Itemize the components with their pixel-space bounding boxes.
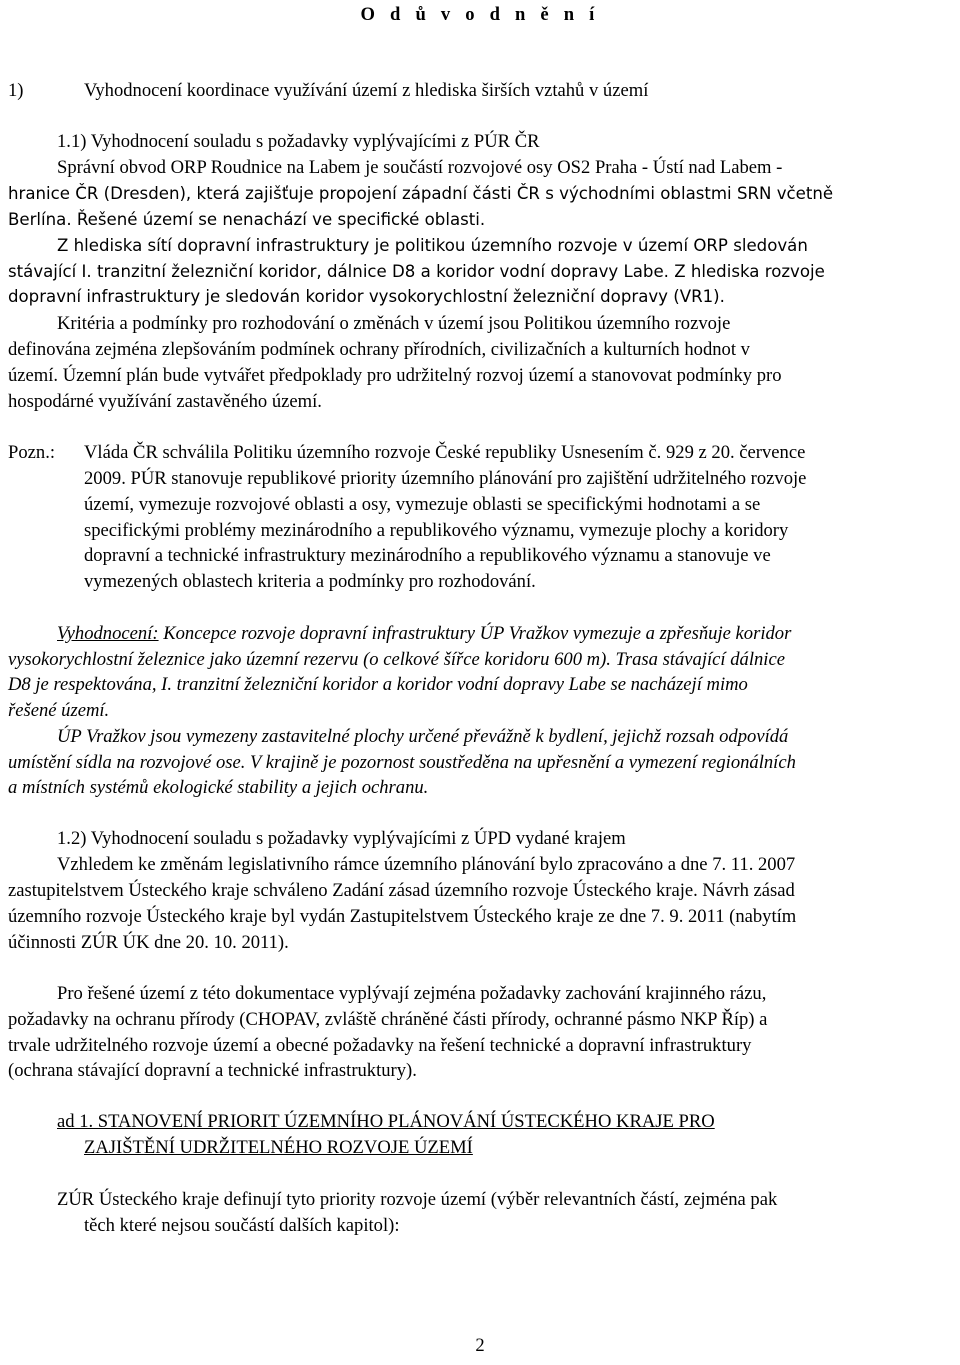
subsection-title: 1.2) Vyhodnocení souladu s požadavky vyplývajícími z ÚPD vydané krajem [57, 828, 626, 849]
note-line: vymezených oblastech kriteria a podmínky pro rozhodování. [84, 571, 536, 592]
text-line: účinnosti ZÚR ÚK dne 20. 10. 2011). [8, 932, 289, 953]
note-line: Vláda ČR schválila Politiku územního rozvoje České republiky Usnesením č. 929 z 20. července [84, 442, 806, 463]
evaluation-line: vysokorychlostní železnice jako územní rezervu (o celkové šířce koridoru 600 m). Trasa stávající dálnice [8, 649, 785, 670]
page-number: 2 [475, 1335, 485, 1356]
note-line: území, vymezuje rozvojové oblasti a osy, vymezuje oblasti se specifickými hodnotami a se [84, 494, 761, 515]
text-line: těch které nejsou součástí dalších kapitol): [84, 1215, 400, 1236]
text-line: požadavky na ochranu přírody (CHOPAV, zvláště chráněné části přírody, ochranné pásmo NKP Říp) a [8, 1009, 768, 1030]
text-line: Vzhledem ke změnám legislativního rámce územního plánování bylo zpracováno a dne 7. 11. 2007 [57, 854, 796, 875]
evaluation-line: D8 je respektována, I. tranzitní železniční koridor a koridor vodní dopravy Labe se nacházejí mimo [8, 674, 748, 695]
text-line: Správní obvod ORP Roudnice na Labem je součástí rozvojové osy OS2 Praha - Ústí nad Labem - [57, 157, 783, 178]
text-line: (ochrana stávající dopravní a technické infrastruktury). [8, 1060, 417, 1081]
note-label: Pozn.: [8, 442, 56, 463]
text-line: ZÚR Ústeckého kraje definují tyto priority rozvoje území (výběr relevantních částí, zejména pak [57, 1189, 778, 1210]
text-line: Berlína. Řešené území se nenachází ve specifické oblasti. [8, 210, 486, 229]
text-line: Kritéria a podmínky pro rozhodování o změnách v území jsou Politikou územního rozvoje [57, 313, 731, 334]
section-number: 1) [8, 80, 24, 101]
evaluation-line: řešené území. [8, 700, 110, 721]
text-line: hospodárné využívání zastavěného území. [8, 391, 322, 412]
evaluation-line: ÚP Vražkov jsou vymezeny zastavitelné plochy určené převážně k bydlení, jejichž rozsah odpovídá [57, 726, 789, 747]
subsection-title: 1.1) Vyhodnocení souladu s požadavky vyplývajícími z PÚR ČR [57, 131, 540, 152]
section-title: Vyhodnocení koordinace využívání území z hlediska širších vztahů v území [84, 80, 649, 101]
note-line: 2009. PÚR stanovuje republikové priority územního plánování pro zajištění udržitelného rozvoje [84, 468, 807, 489]
text-line: územního rozvoje Ústeckého kraje byl vydán Zastupitelstvem Ústeckého kraje ze dne 7. 9. 2011 (nabytím [8, 906, 797, 927]
note-line: dopravní a technické infrastruktury mezinárodního a republikového významu a stanovuje ve [84, 545, 771, 566]
evaluation-label: Vyhodnocení: [57, 623, 159, 644]
text-line: trvale udržitelného rozvoje území a obecné požadavky na řešení technické a dopravní infrastruktury [8, 1035, 752, 1056]
evaluation-line: umístění sídla na rozvojové ose. V krajině je pozornost soustředěna na upřesnění a vymezení regionálních [8, 752, 796, 773]
text-line: stávající I. tranzitní železniční koridor, dálnice D8 a koridor vodní dopravy Labe. Z hlediska rozvoje [8, 262, 825, 281]
text-line: Z hlediska sítí dopravní infrastruktury je politikou územního rozvoje v území ORP sledován [57, 236, 808, 255]
note-line: specifickými problémy mezinárodního a republikového významu, vymezuje plochy a koridory [84, 520, 789, 541]
priority-heading: ad 1. STANOVENÍ PRIORIT ÚZEMNÍHO PLÁNOVÁNÍ ÚSTECKÉHO KRAJE PRO [57, 1111, 715, 1132]
text-line: dopravní infrastruktury je sledován koridor vysokorychlostní železniční dopravy (VR1). [8, 287, 725, 306]
evaluation-line: a místních systémů ekologické stability a jejich ochranu. [8, 777, 429, 798]
evaluation-line [57, 621, 791, 647]
text-line: území. Územní plán bude vytvářet předpoklady pro udržitelný rozvoj území a stanovovat podmínky pro [8, 365, 782, 386]
text-line: zastupitelstvem Ústeckého kraje schváleno Zadání zásad územního rozvoje Ústeckého kraje. Návrh zásad [8, 880, 795, 901]
text-line: hranice ČR (Dresden), která zajišťuje propojení západní části ČR s východními oblastmi SRN včetně [8, 184, 834, 203]
text-line: definována zejména zlepšováním podmínek ochrany přírodních, civilizačních a kulturních hodnot v [8, 339, 750, 360]
page-heading: O d ů v o d n ě n í [360, 4, 600, 25]
evaluation-text: Koncepce rozvoje dopravní infrastruktury ÚP Vražkov vymezuje a zpřesňuje koridor [163, 623, 792, 644]
priority-heading: ZAJIŠTĚNÍ UDRŽITELNÉHO ROZVOJE ÚZEMÍ [84, 1137, 473, 1158]
text-line: Pro řešené území z této dokumentace vyplývají zejména požadavky zachování krajinného rázu, [57, 983, 767, 1004]
